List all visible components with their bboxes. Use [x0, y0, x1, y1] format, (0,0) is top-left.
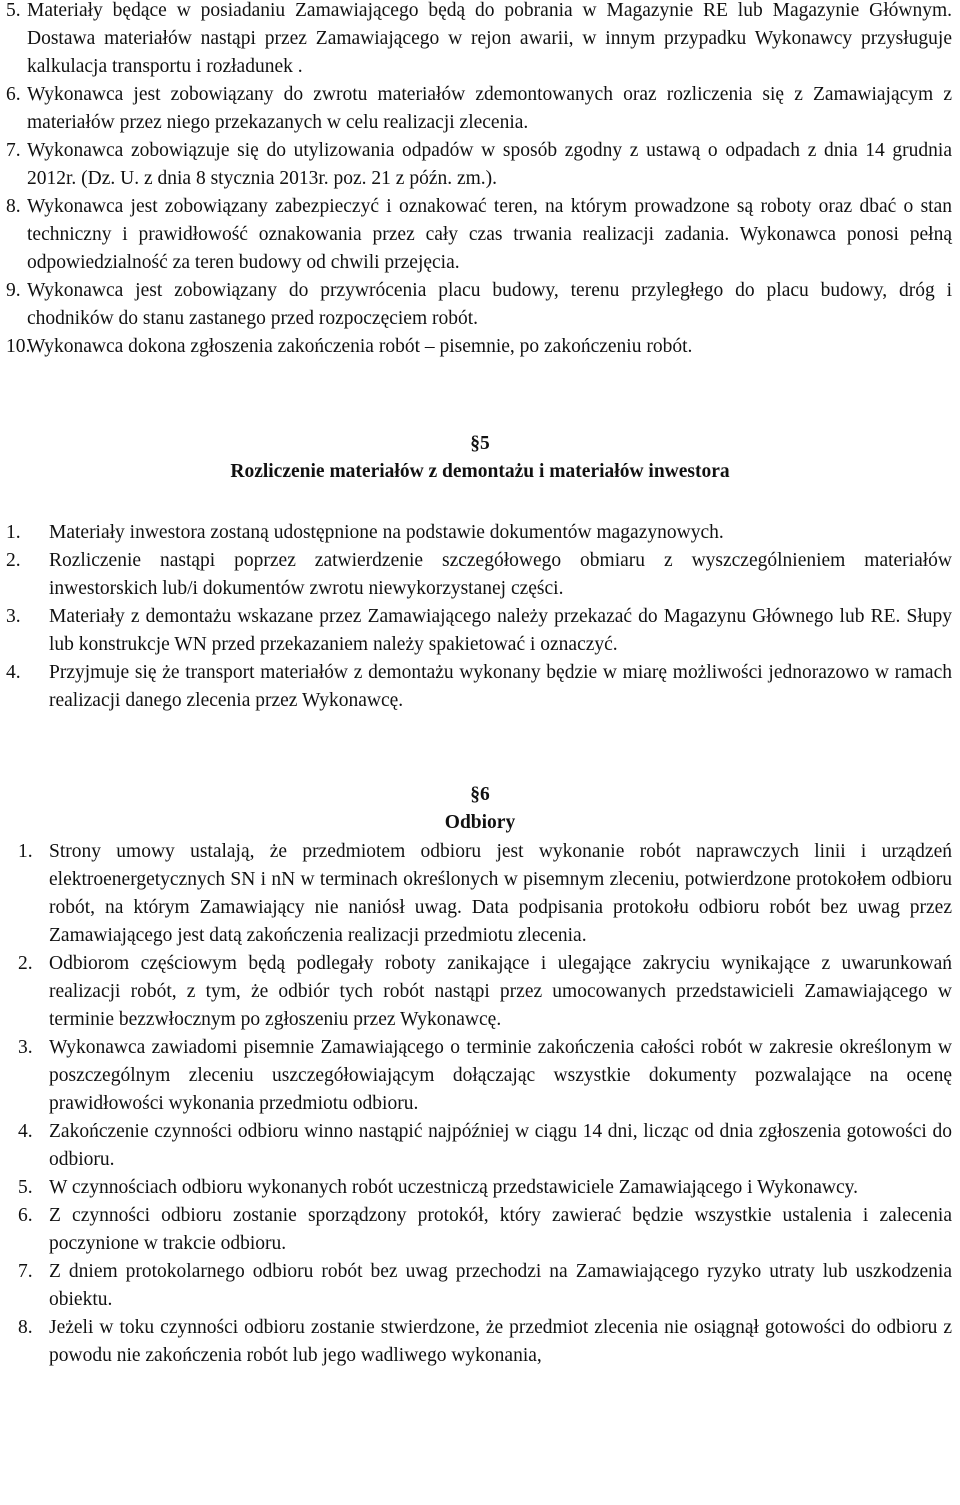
- list-item: [0, 603, 956, 659]
- item-number: 7.: [18, 1261, 33, 1282]
- item-number: 6.: [6, 84, 21, 105]
- item-number: 10.: [6, 336, 31, 357]
- list-item: [0, 277, 956, 333]
- item-text: W czynnościach odbioru wykonanych robót uczestniczą przedstawiciele Zamawiającego i Wykonawcy.: [49, 1177, 859, 1198]
- obligations-list: [0, 0, 956, 361]
- list-item: [0, 1258, 956, 1314]
- item-text: Jeżeli w toku czynności odbioru zostanie stwierdzone, że przedmiot zlecenia nie osiągnął gotowości do odbioru z powodu nie zakończenia robót lub jego wadliwego wykonania,: [49, 1317, 952, 1366]
- section-title: Odbiory: [444, 812, 516, 833]
- item-number: 9.: [6, 280, 21, 301]
- section-title: Rozliczenie materiałów z demontażu i materiałów inwestora: [230, 461, 730, 482]
- list-item: [0, 1314, 956, 1370]
- list-item: [0, 81, 956, 137]
- item-text: Z dniem protokolarnego odbioru robót bez uwag przechodzi na Zamawiającego ryzyko utraty lub uszkodzenia obiektu.: [49, 1261, 952, 1310]
- list-item: [0, 1034, 956, 1118]
- list-item: [0, 659, 956, 715]
- item-number: 3.: [6, 606, 21, 627]
- item-number: 5.: [18, 1177, 33, 1198]
- item-number: 2.: [18, 953, 33, 974]
- item-text: Rozliczenie nastąpi poprzez zatwierdzenie szczegółowego obmiaru z wyszczególnieniem materiałów inwestorskich lub/i dokumentów zwrotu niewykorzystanej części.: [49, 550, 952, 599]
- list-item: [0, 547, 956, 603]
- item-text: Materiały będące w posiadaniu Zamawiającego będą do pobrania w Magazynie RE lub Magazynie Głównym. Dostawa materiałów nastąpi przez Zamawiającego w rejon awarii, w innym przypadku Wykonawcy przysługuje kalkulacja transportu i rozładunek .: [27, 0, 952, 77]
- item-text: Odbiorom częściowym będą podlegały roboty zanikające i ulegające zakryciu wynikające z uwarunkowań realizacji robót, z tym, że odbiór tych robót nastąpi przez umocowanych przedstawicieli Zamawiającego w terminie bezzwłocznym po zgłoszeniu przez Wykonawcę.: [49, 953, 952, 1030]
- materials-settlement-list: [0, 519, 956, 715]
- item-number: 6.: [18, 1205, 33, 1226]
- list-item: [0, 333, 956, 361]
- acceptance-list: [0, 838, 956, 1370]
- item-text: Wykonawca jest zobowiązany do przywrócenia placu budowy, terenu przyległego do placu budowy, dróg i chodników do stanu zastanego przed rozpoczęciem robót.: [27, 280, 952, 329]
- item-number: 7.: [6, 140, 21, 161]
- list-item: [0, 838, 956, 950]
- list-item: [0, 137, 956, 193]
- item-text: Wykonawca dokona zgłoszenia zakończenia robót – pisemnie, po zakończeniu robót.: [27, 336, 693, 357]
- item-number: 8.: [18, 1317, 33, 1338]
- item-text: Materiały inwestora zostaną udostępnione na podstawie dokumentów magazynowych.: [49, 522, 724, 543]
- item-text: Z czynności odbioru zostanie sporządzony protokół, który zawierać będzie wszystkie ustalenia i zalecenia poczynione w trakcie odbioru.: [49, 1205, 952, 1254]
- item-text: Wykonawca jest zobowiązany do zwrotu materiałów zdemontowanych oraz rozliczenia się z Zamawiającym z materiałów przez niego przekazanych w celu realizacji zlecenia.: [27, 84, 952, 133]
- list-item: [0, 1118, 956, 1174]
- list-item: [0, 950, 956, 1034]
- item-text: Strony umowy ustalają, że przedmiotem odbioru jest wykonanie robót naprawczych linii i urządzeń elektroenergetycznych SN i nN w terminach określonych w pisemnym zleceniu, potwierdzone protokołem odbioru robót, na którym Zamawiający nie naniósł uwag. Data podpisania protokołu odbioru robót bez uwag przez Zamawiającego jest datą zakończenia realizacji przedmiotu zlecenia.: [49, 841, 952, 946]
- list-item: [0, 519, 956, 547]
- item-number: 1.: [6, 522, 21, 543]
- list-item: [0, 193, 956, 277]
- item-text: Zakończenie czynności odbioru winno nastąpić najpóźniej w ciągu 14 dni, licząc od dnia zgłoszenia gotowości do odbioru.: [49, 1121, 952, 1170]
- item-number: 8.: [6, 196, 21, 217]
- item-text: Wykonawca jest zobowiązany zabezpieczyć i oznakować teren, na którym prowadzone są roboty oraz dbać o stan techniczny i prawidłowość oznakowania przez cały czas trwania realizacji zadania. Wykonawca ponosi pełną odpowiedzialność za teren budowy od chwili przejęcia.: [27, 196, 952, 273]
- section-number: §6: [470, 784, 490, 805]
- section-6-heading: [0, 781, 960, 837]
- section-number: §5: [470, 433, 490, 454]
- item-text: Przyjmuje się że transport materiałów z demontażu wykonany będzie w miarę możliwości jednorazowo w ramach realizacji danego zlecenia przez Wykonawcę.: [49, 662, 952, 711]
- list-item: [0, 1174, 956, 1202]
- item-number: 5.: [6, 0, 21, 21]
- item-number: 3.: [18, 1037, 33, 1058]
- list-item: [0, 0, 956, 81]
- item-number: 4.: [18, 1121, 33, 1142]
- item-number: 2.: [6, 550, 21, 571]
- item-text: Wykonawca zawiadomi pisemnie Zamawiającego o terminie zakończenia całości robót w zakresie określonym w poszczególnym zleceniu uszczegółowiającym dołączając wszystkie dokumenty pozwalające na ocenę prawidłowości wykonania przedmiotu odbioru.: [49, 1037, 952, 1114]
- item-number: 1.: [18, 841, 33, 862]
- item-number: 4.: [6, 662, 21, 683]
- section-5-heading: [0, 430, 960, 486]
- item-text: Wykonawca zobowiązuje się do utylizowania odpadów w sposób zgodny z ustawą o odpadach z dnia 14 grudnia 2012r. (Dz. U. z dnia 8 stycznia 2013r. poz. 21 z późn. zm.).: [27, 140, 952, 189]
- list-item: [0, 1202, 956, 1258]
- item-text: Materiały z demontażu wskazane przez Zamawiającego należy przekazać do Magazynu Głównego lub RE. Słupy lub konstrukcje WN przed przekazaniem należy spakietować i oznaczyć.: [49, 606, 952, 655]
